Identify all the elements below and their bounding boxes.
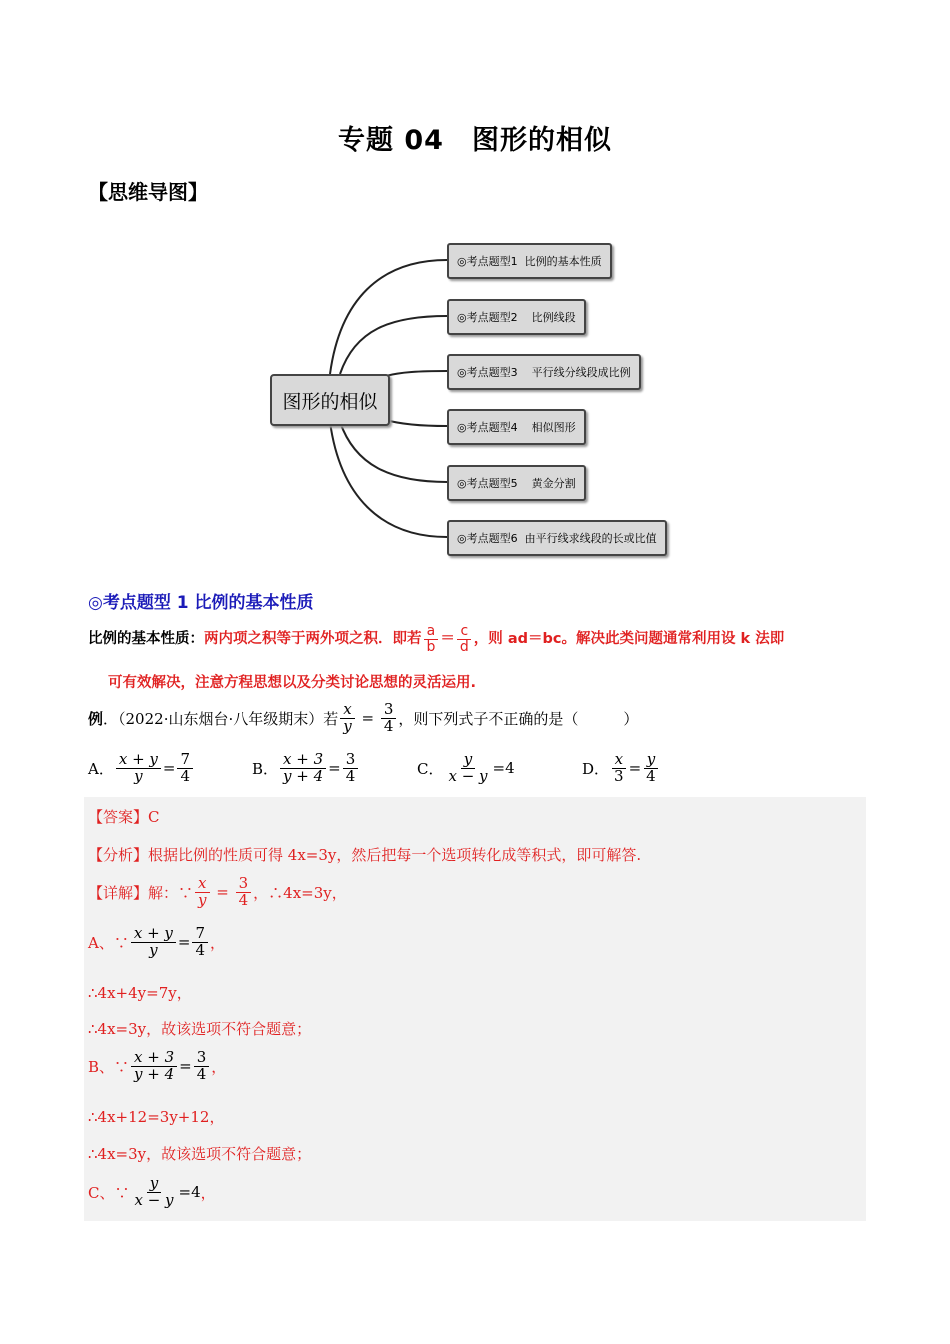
mind-map-node-1: ◎考点题型1 比例的基本性质 <box>447 243 612 279</box>
section-heading: ◎考点题型 1 比例的基本性质 <box>88 593 314 613</box>
example-fraction-3-4: $\frac{3}{4}$ <box>381 702 397 735</box>
example-fraction-x-y: $\frac{x}{y}$ <box>340 702 354 735</box>
mind-map-node-5: ◎考点题型5 黄金分割 <box>447 465 586 501</box>
answer-line: 【答案】C <box>88 808 160 826</box>
fraction-a-b: $\frac{a}{b}$ <box>424 624 439 654</box>
mind-map-node-6: ◎考点题型6 由平行线求线段的长或比值 <box>447 520 667 556</box>
detail-b-line: B、∵ $\frac{x + 3}{y + 4}$ = $\frac{3}{4}$ ， <box>88 1048 227 1083</box>
mind-map-root: 图形的相似 <box>270 374 390 426</box>
page-title: 专题 04 图形的相似 <box>338 125 612 156</box>
mind-map-node-3: ◎考点题型3 平行线分线段成比例 <box>447 354 641 390</box>
detail-c-line: C、∵ $\frac{y}{x - y}$ = 4 ， <box>88 1174 216 1209</box>
mind-map-node-2: ◎考点题型2 比例线段 <box>447 299 586 335</box>
option-d[interactable]: D． $\frac{x}{3}$ = $\frac{y}{4}$ <box>582 752 661 785</box>
example-label: 例 <box>88 709 104 728</box>
example-question <box>88 702 638 735</box>
example-source: ．（2022·山东烟台·八年级期末）若 <box>103 709 339 728</box>
option-c[interactable]: C． $\frac{y}{x - y}$ = 4 <box>417 750 515 785</box>
mind-map-heading: 【思维导图】 <box>88 180 208 204</box>
option-b[interactable]: B． $\frac{x + 3}{y + 4}$ = $\frac{3}{4}$ <box>252 752 360 785</box>
property-label: 比例的基本性质： <box>88 631 204 648</box>
detail-a2: ∴4x=3y，故该选项不符合题意； <box>88 1020 312 1038</box>
property-text-1: 两内项之积等于两外项之积．即若 <box>204 631 422 648</box>
property-statement <box>88 624 784 654</box>
detail-line: 【详解】 解：∵ $\frac{x}{y}$ = $\frac{3}{4}$ ，∴4x=3y， <box>88 874 347 909</box>
detail-b2: ∴4x=3y，故该选项不符合题意； <box>88 1145 312 1163</box>
detail-b1: ∴4x+12=3y+12， <box>88 1108 225 1126</box>
property-text-3: 可有效解决，注意方程思想以及分类讨论思想的灵活运用. <box>108 675 477 691</box>
example-eq: = <box>356 709 379 728</box>
mind-map-node-4: ◎考点题型4 相似图形 <box>447 409 586 445</box>
fraction-c-d: $\frac{c}{d}$ <box>457 624 472 654</box>
property-text-2: ，则 ad＝bc。解决此类问题通常利用设 k 法即 <box>473 631 785 648</box>
detail-a-line: A、∵ $\frac{x + y}{y}$ = $\frac{7}{4}$ ， <box>88 924 226 959</box>
analysis-line: 【分析】 根据比例的性质可得 4x=3y，然后把每一个选项转化成等积式，即可解答. <box>88 846 642 864</box>
example-question-text: ，则下列式子不正确的是（ ） <box>398 709 639 728</box>
detail-a1: ∴4x+4y=7y， <box>88 984 192 1002</box>
option-a[interactable]: A． $\frac{x + y}{y}$ = $\frac{7}{4}$ <box>88 752 195 785</box>
property-eq: ＝ <box>440 631 455 648</box>
